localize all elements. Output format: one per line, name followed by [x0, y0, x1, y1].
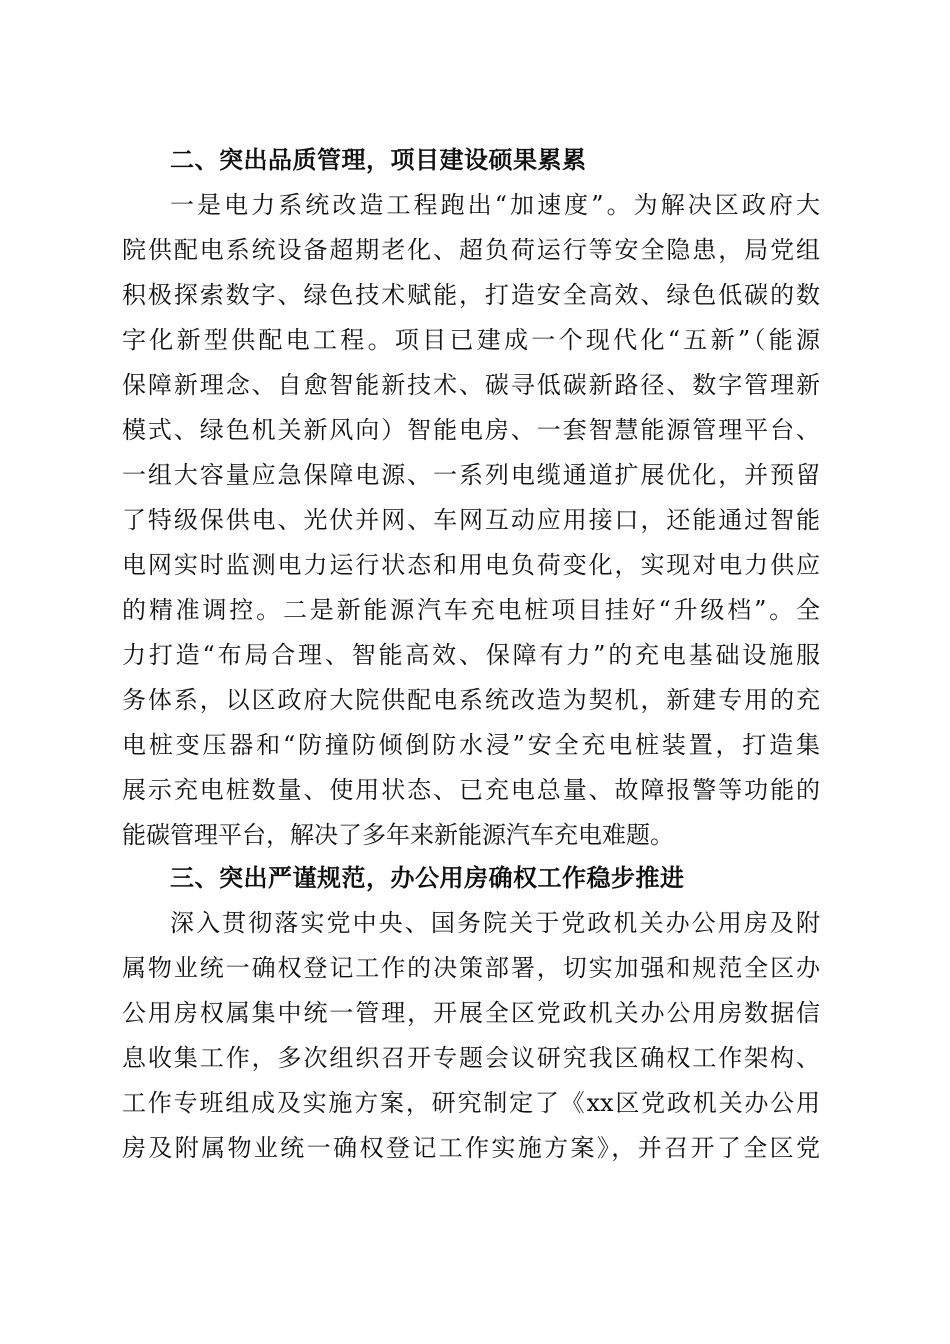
paragraph-line: 工作专班组成及实施方案，研究制定了《xx区党政机关办公用	[122, 1089, 820, 1117]
paragraph-line: 公用房权属集中统一管理，开展全区党政机关办公用房数据信	[122, 999, 820, 1027]
paragraph-line: 积极探索数字、绿色技术赋能，打造安全高效、绿色低碳的数	[122, 281, 820, 309]
paragraph-line: 房及附属物业统一确权登记工作实施方案》，并召开了全区党	[122, 1134, 820, 1162]
paragraph-line: 电网实时监测电力运行状态和用电负荷变化，实现对电力供应	[122, 551, 820, 579]
section-heading-3: 三、突出严谨规范，办公用房确权工作稳步推进	[170, 864, 685, 892]
paragraph-line: 字化新型供配电工程。项目已建成一个现代化“五新”（能源	[122, 326, 820, 354]
paragraph-line: 务体系，以区政府大院供配电系统改造为契机，新建专用的充	[122, 686, 820, 714]
paragraph-line: 的精准调控。二是新能源汽车充电桩项目挂好“升级档”。全	[122, 596, 820, 624]
paragraph-line: 了特级保供电、光伏并网、车网互动应用接口，还能通过智能	[122, 506, 820, 534]
paragraph-line: 保障新理念、自愈智能新技术、碳寻低碳新路径、数字管理新	[122, 371, 820, 399]
section-heading-2: 二、突出品质管理，项目建设硕果累累	[170, 146, 587, 174]
paragraph-line: 力打造“布局合理、智能高效、保障有力”的充电基础设施服	[122, 641, 820, 669]
paragraph-line: 息收集工作，多次组织召开专题会议研究我区确权工作架构、	[122, 1044, 820, 1072]
paragraph-line: 深入贯彻落实党中央、国务院关于党政机关办公用房及附	[170, 909, 820, 937]
paragraph-line: 模式、绿色机关新风向）智能电房、一套智慧能源管理平台、	[122, 416, 820, 444]
paragraph-line: 电桩变压器和“防撞防倾倒防水浸”安全充电桩装置，打造集	[122, 731, 820, 759]
paragraph-line: 院供配电系统设备超期老化、超负荷运行等安全隐患，局党组	[122, 236, 820, 264]
paragraph-line: 一组大容量应急保障电源、一系列电缆通道扩展优化，并预留	[122, 461, 820, 489]
paragraph-line: 展示充电桩数量、使用状态、已充电总量、故障报警等功能的	[122, 776, 820, 804]
paragraph-line: 一是电力系统改造工程跑出“加速度”。为解决区政府大	[170, 191, 820, 219]
paragraph-line: 属物业统一确权登记工作的决策部署，切实加强和规范全区办	[122, 954, 820, 982]
paragraph-line: 能碳管理平台，解决了多年来新能源汽车充电难题。	[122, 821, 674, 849]
